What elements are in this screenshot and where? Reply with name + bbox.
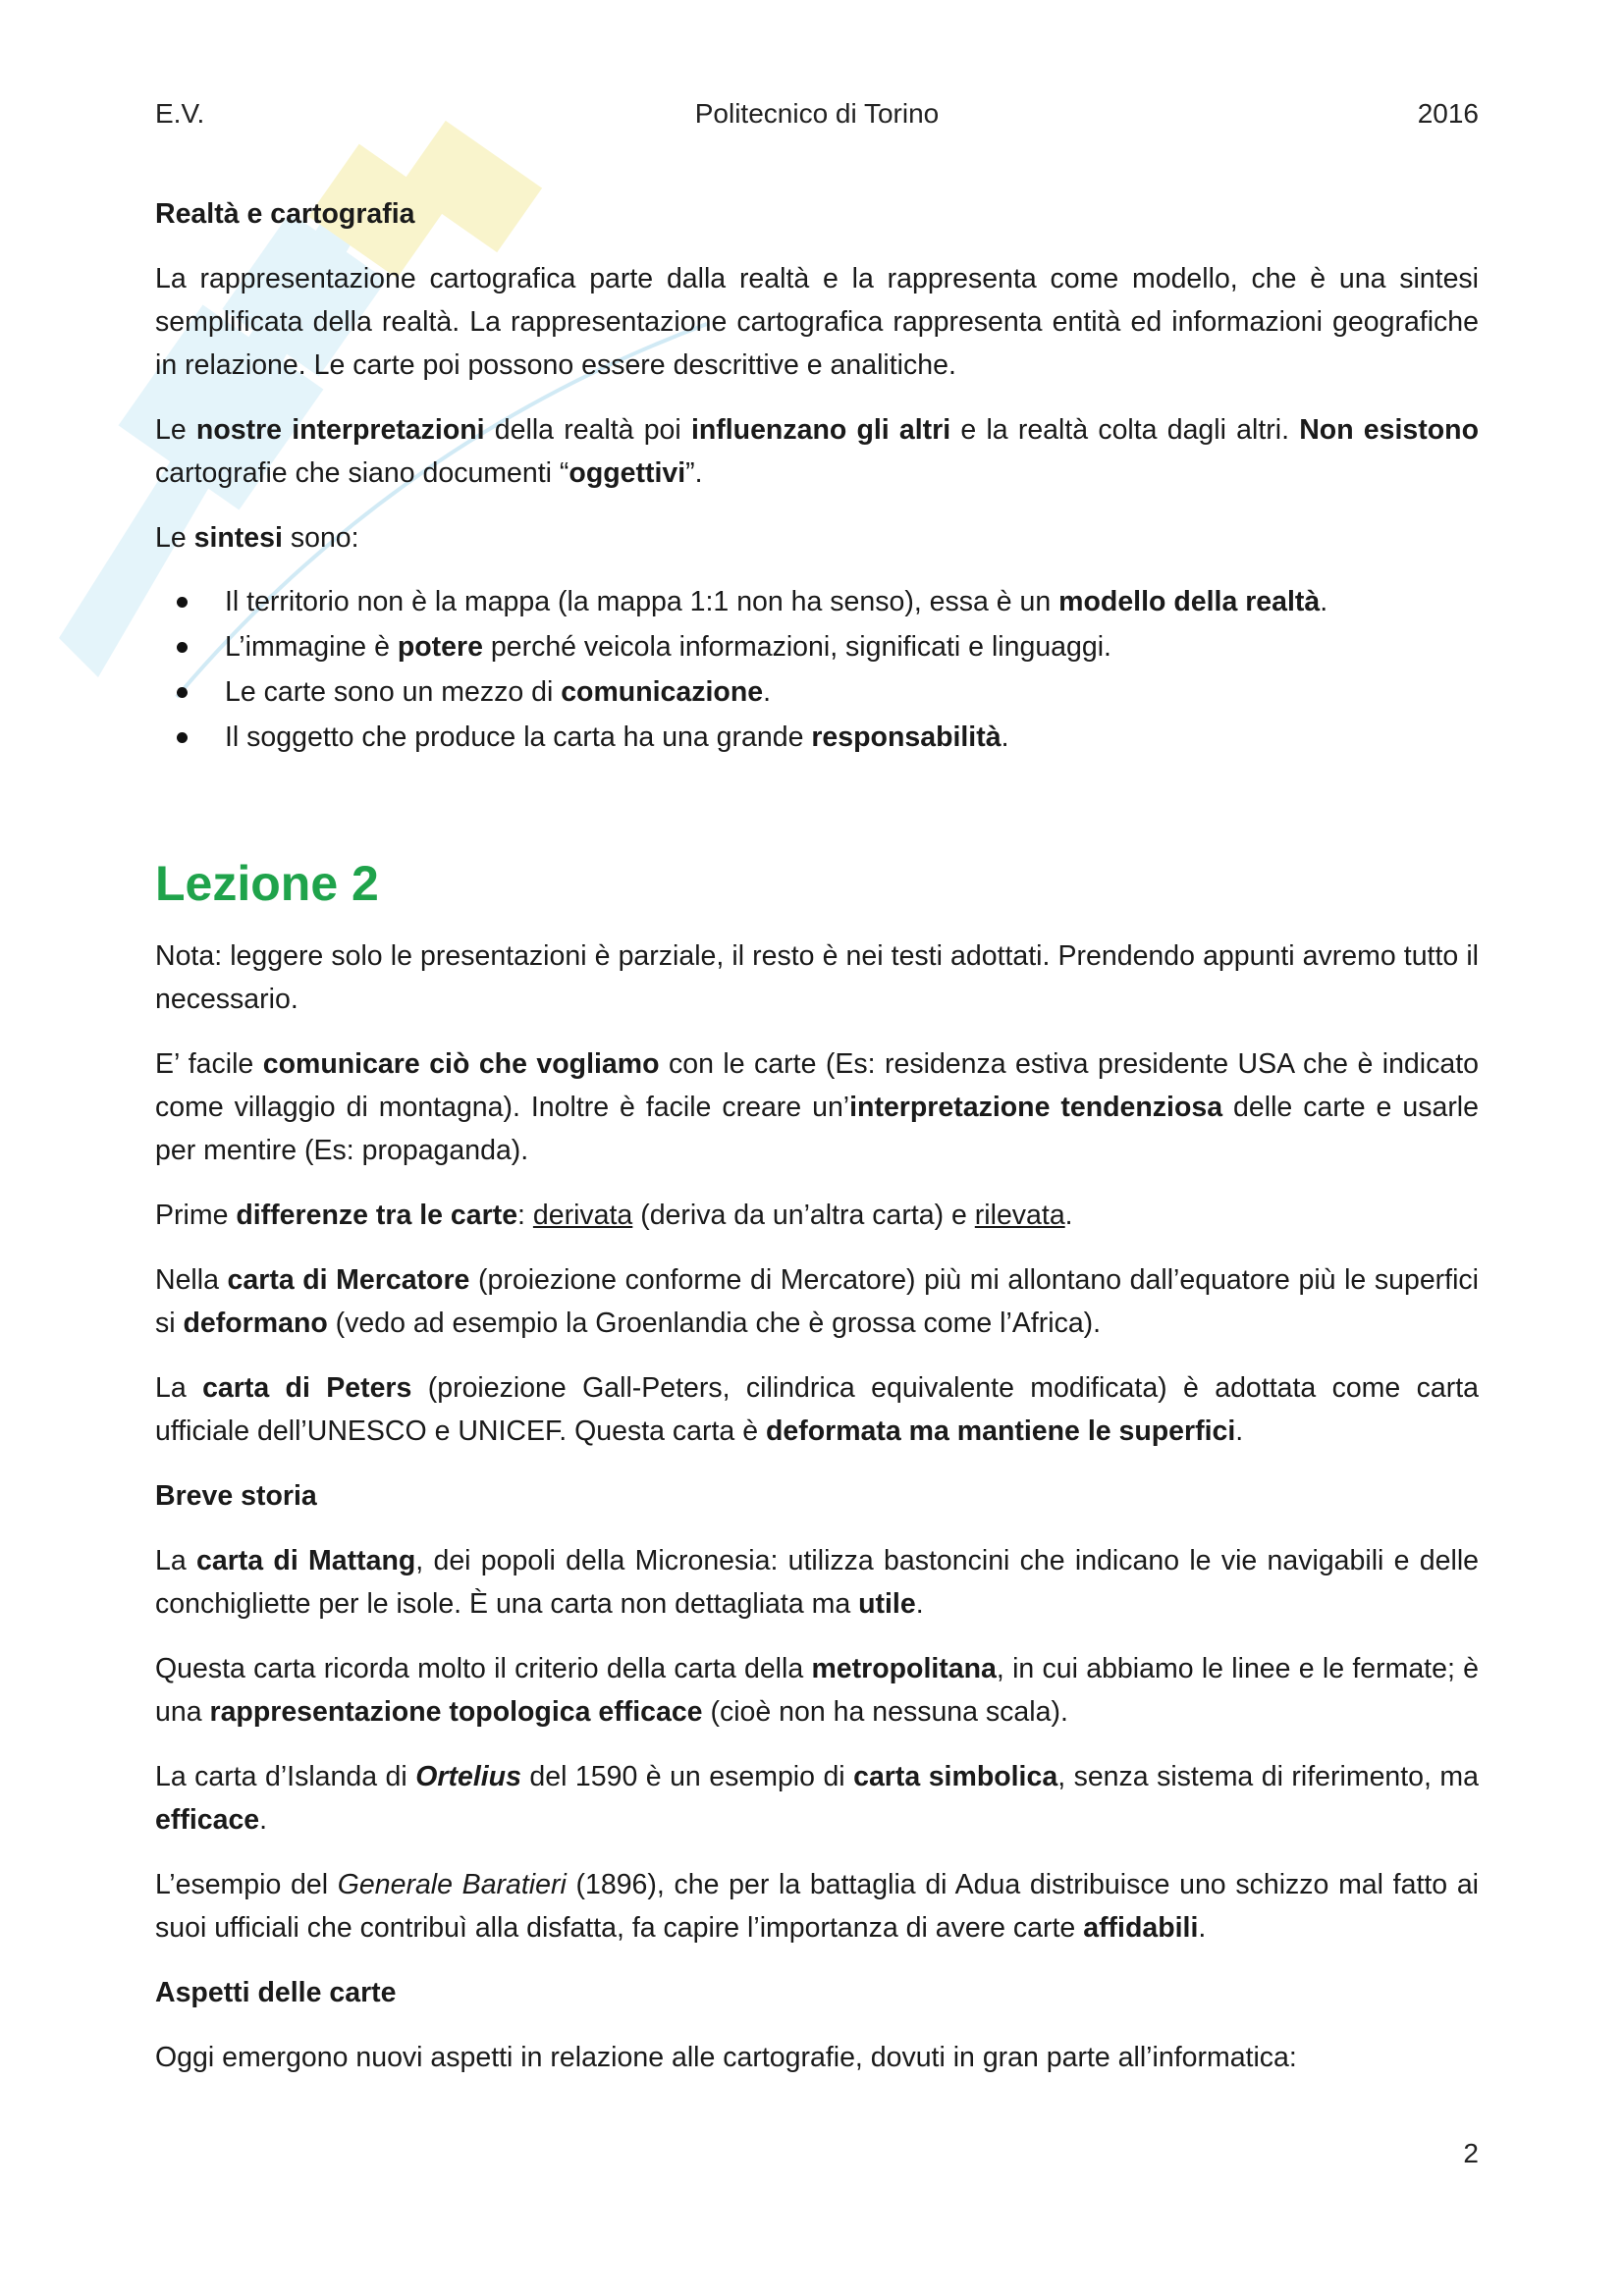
bullet-icon [177,642,188,653]
paragraph-oggi: Oggi emergono nuovi aspetti in relazione alle cartografie, dovuti in gran parte all’informatica: [155,2042,1297,2073]
paragraph-metropolitana: Questa carta ricorda molto il criterio della carta della metropolitana, in cui abbiamo le linee e le fermate; è una rappresentazione topologica efficace (cioè non ha nessuna scala). [155,1653,1479,1728]
page-header [155,98,1479,141]
sintesi-list [155,579,1479,760]
paragraph-ortelius: La carta d’Islanda di Ortelius del 1590 è un esempio di carta simbolica, senza sistema di riferimento, ma efficace. [155,1761,1480,1836]
paragraph-baratieri: L’esempio del Generale Baratieri (1896), che per la battaglia di Adua distribuisce uno schizzo mal fatto ai suoi ufficiali che contribuì alla disfatta, fa capire l’importanza di avere carte affidabili. [155,1869,1479,1944]
section-heading-aspetti: Aspetti delle carte [155,1977,397,2008]
list-item: Il soggetto che produce la carta ha una grande responsabilità. [155,715,1479,760]
list-item: L’immagine è potere perché veicola informazioni, significati e linguaggi. [155,624,1479,669]
section-heading-storia: Breve storia [155,1480,317,1512]
bullet-icon [177,687,188,698]
paragraph-sintesi: Le sintesi sono: [155,522,359,554]
list-item: Le carte sono un mezzo di comunicazione. [155,669,1479,715]
paragraph-mercatore: Nella carta di Mercatore (proiezione conforme di Mercatore) più mi allontano dall’equatore più le superfici si deformano (vedo ad esempio la Groenlandia che è grossa come l’Africa). [155,1264,1479,1339]
header-author: E.V. [155,98,205,129]
paragraph-differenze: Prime differenze tra le carte: derivata (deriva da un’altra carta) e rilevata. [155,1200,1073,1231]
paragraph-comunicare: E’ facile comunicare ciò che vogliamo con le carte (Es: residenza estiva presidente USA che è indicato come villaggio di montagna). Inoltre è facile creare un’interpretazione tendenziosa delle carte e usarle per mentire (Es: propaganda). [155,1048,1479,1166]
lesson-title: Lezione 2 [155,856,379,911]
paragraph-rappresentazione: La rappresentazione cartografica parte dalla realtà e la rappresenta come modello, che è una sintesi semplificata della realtà. La rappresentazione cartografica rappresenta entità ed informazioni geografiche in relazione. Le carte poi possono essere descrittive e analitiche. [155,263,1479,381]
paragraph-mattang: La carta di Mattang, dei popoli della Micronesia: utilizza bastoncini che indicano le vie navigabili e delle conchigliette per le isole. È una carta non dettagliata ma utile. [155,1545,1479,1620]
page-number: 2 [1463,2138,1479,2168]
list-item: Il territorio non è la mappa (la mappa 1:1 non ha senso), essa è un modello della realtà. [155,579,1479,624]
page-content [155,192,1479,2079]
paragraph-nota: Nota: leggere solo le presentazioni è parziale, il resto è nei testi adottati. Prendendo appunti avremo tutto il necessario. [155,940,1479,1015]
header-institution: Politecnico di Torino [694,98,940,129]
section-heading-realta: Realtà e cartografia [155,198,415,230]
bullet-icon [177,732,188,743]
paragraph-peters: La carta di Peters (proiezione Gall-Peters, cilindrica equivalente modificata) è adottata come carta ufficiale dell’UNESCO e UNICEF. Questa carta è deformata ma mantiene le superfici. [155,1372,1479,1447]
bullet-icon [177,597,188,608]
header-year: 2016 [1417,98,1479,129]
paragraph-interpretazioni: Le nostre interpretazioni della realtà poi influenzano gli altri e la realtà colta dagli altri. Non esistono cartografie che siano documenti “oggettivi”. [155,414,1479,489]
